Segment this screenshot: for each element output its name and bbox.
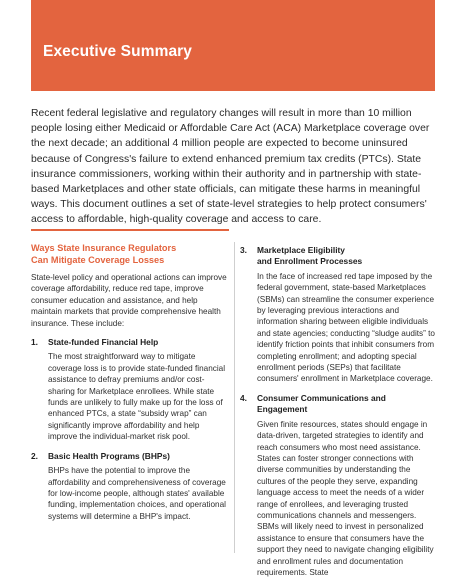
list-item-heading [240,245,437,268]
list-item-title: State-funded Financial Help [48,337,159,348]
list-item-heading [31,337,230,348]
section-heading [31,242,230,266]
section-heading-line-1: Ways State Insurance Regulators [31,243,177,253]
list-item-number: 1. [31,337,38,348]
list-item-body: BHPs have the potential to improve the affordability and comprehensiveness of coverage for low-income people, although states' available funding, implementation choices, and operational systems will determine a BHP's impact. [48,466,226,521]
list-item-number: 2. [31,450,38,461]
left-column [31,242,230,522]
section-rule [31,229,229,231]
page-title: Executive Summary [43,43,193,60]
section-heading-line-2: Can Mitigate Coverage Losses [31,255,165,265]
list-item-heading [31,451,230,462]
list-item-title [257,245,362,268]
intro-paragraph: Recent federal legislative and regulatory changes will result in more than 10 million people losing either Medicaid or Affordable Care Act (ACA) Marketplace coverage over the next decade; an additional 4 million people are expected to become uninsured because of Congress's failure to extend enhanced premium tax credits (PTCs). State insurance commissioners, working within their authority and in partnership with state-based Marketplaces and other state officials, can mitigate these harms in meaningful ways. This document outlines a set of state-level strategies to help protect consumers' access to affordable, high-quality coverage and access to care. [31,108,430,226]
right-column [240,245,437,578]
list-item-body: Given finite resources, states should engage in data-driven, targeted strategies to identify and reach consumers who most need assistance. States can foster stronger connections with diverse communities by understanding the cultures of the people they serve, expanding language access to meet the needs of a wider range of enrollees, and leveraging trusted communications channels and messengers. SBMs will likely need to invest in personalized assistance to ensure that consumers have the support they need to navigate changing eligibility and enrollment rules and documentation requirements. State [257,419,434,577]
list-item [240,393,437,578]
list-item [31,451,230,522]
list-item-title-line-2: and Enrollment Processes [257,256,363,267]
list-item-body: In the face of increased red tape imposed by the federal government, state-based Marketplaces (SBMs) can streamline the consumer experience by leveraging previous interactions and information sharing between eligible individuals and state agencies; conducting “sludge audits” to identify friction points that inhibit consumers from completing enrollment; and adopting special enrollment periods (SEPs) that facilitate consumers' enrollment in Marketplace coverage. [257,271,435,384]
list-item-body: The most straightforward way to mitigate coverage loss is to provide state-funded financial assistance to defray premiums and/or cost-sharing for Marketplace enrollees. While state funds are unlikely to fully make up for the loss of enhanced PTCs, a state “subsidy wrap” can significantly improve affordability and help improve the individual-market risk pool. [48,352,226,442]
header-banner [31,0,435,91]
section-lead: State-level policy and operational actions can improve coverage affordability, reduce red tape, improve consumer education and assistance, and help maintain markets that provide comprehensive health insurance. These include: [31,273,227,328]
list-item-title: Consumer Communications and Engagement [257,392,386,415]
list-item-title: Basic Health Programs (BHPs) [48,450,170,461]
list-item-number: 4. [240,392,247,403]
list-item-heading [240,393,437,416]
list-item-number: 3. [240,245,247,255]
column-divider [234,242,235,553]
list-item-title-line-1: Marketplace Eligibility [257,245,345,255]
list-item [240,245,437,385]
list-item [31,337,230,443]
